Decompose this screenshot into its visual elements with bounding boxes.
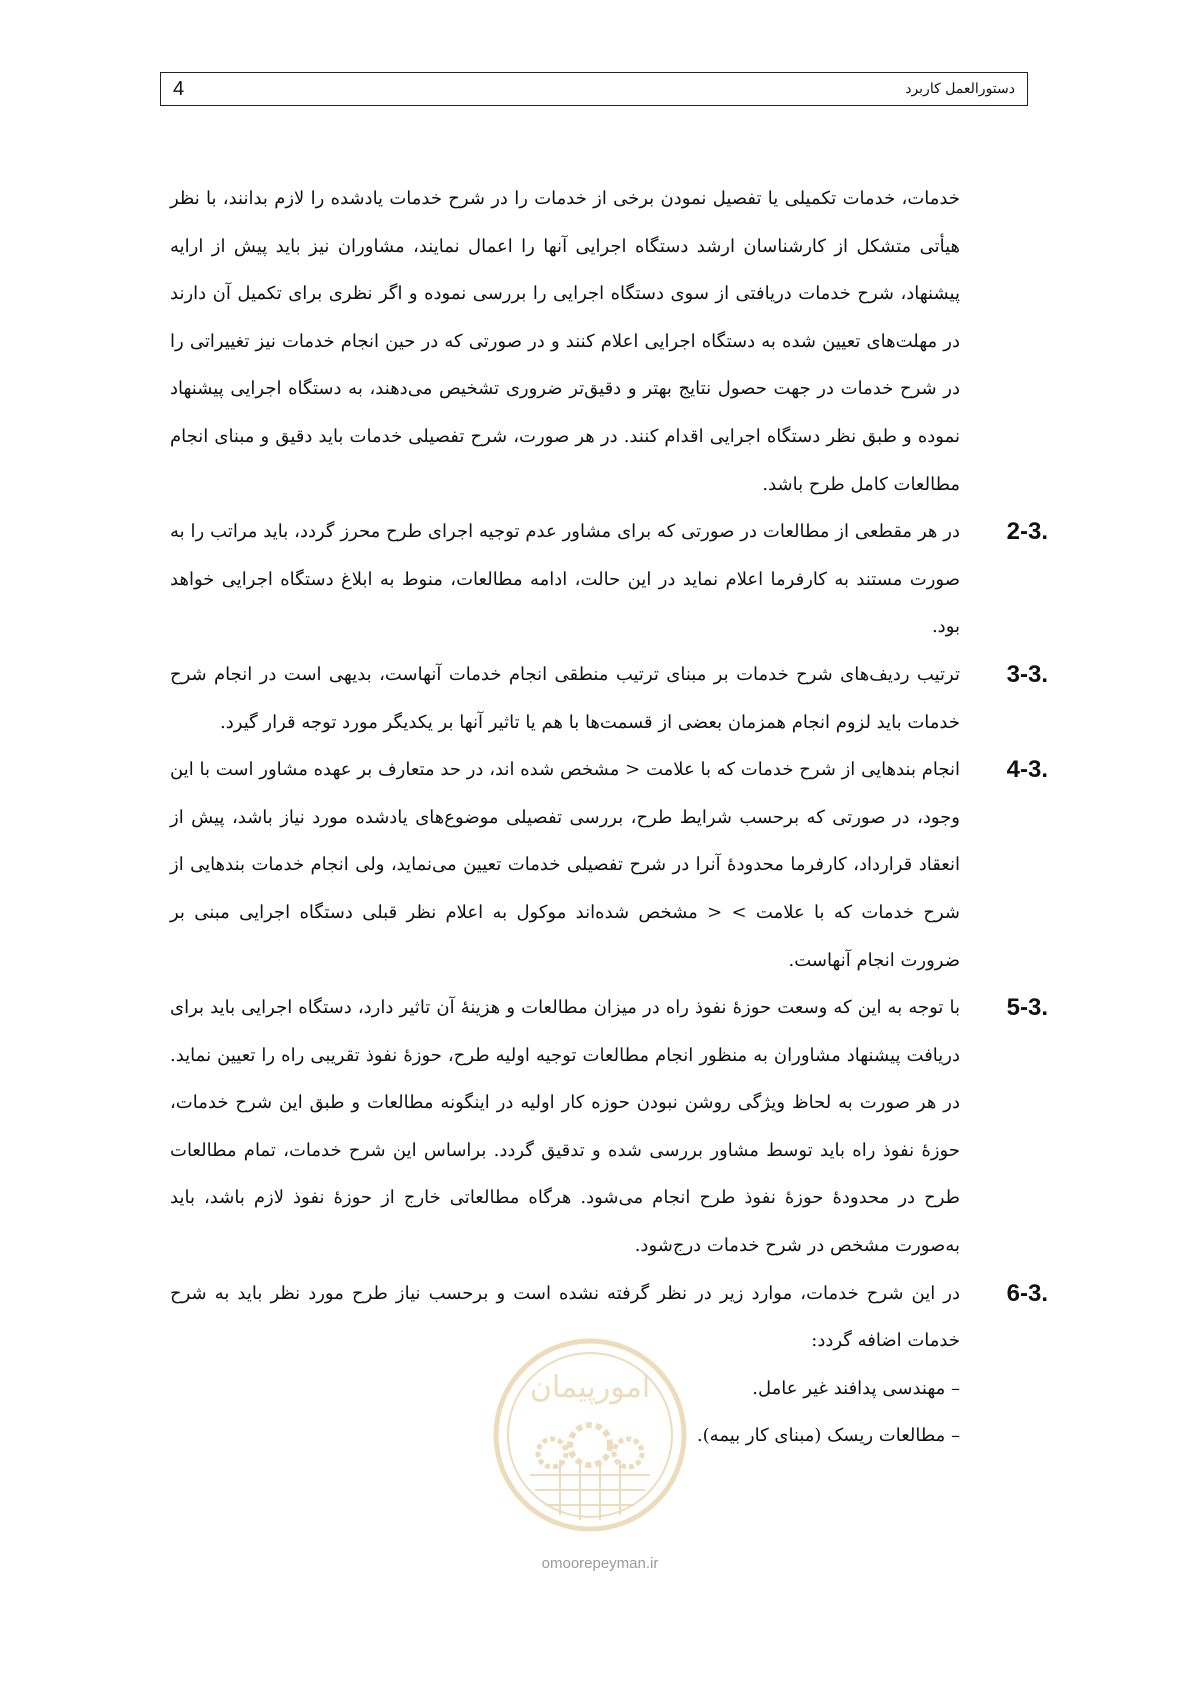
page-header: [160, 72, 1028, 106]
clause-number: 3-3.: [1006, 660, 1048, 688]
header-title: دستورالعمل کاربرد: [905, 81, 1015, 97]
clause-5-3: [170, 984, 1048, 1270]
clause-4-3: [170, 746, 1048, 984]
intro-paragraph: خدمات، خدمات تکمیلی یا تفصیل نمودن برخی از خدمات را در شرح خدمات یادشده را لازم بدانند، با نظر هیأتی متشکل از کارشناسان ارشد دستگاه اجرایی آنها را اعمال نمایند، مشاوران نیز باید پیش از ارایه پیشنهاد، شرح خدمات دریافتی از سوی دستگاه اجرایی را بررسی نموده و اگر نظری برای تکمیل آن دارند در مهلت‌های تعیین شده به دستگاه اجرایی اعلام کنند و در صورتی که در حین انجام خدمات نیز تغییراتی را در شرح خدمات در جهت حصول نتایج بهتر و دقیق‌تر ضروری تشخیص می‌دهند، به دستگاه اجرایی پیشنهاد نموده و طبق نظر دستگاه اجرایی اقدام کنند. در هر صورت، شرح تفصیلی خدمات باید دقیق و مبنای انجام مطالعات کامل طرح باشد.: [170, 188, 960, 495]
clause-number: 4-3.: [1006, 756, 1048, 784]
watermark-logo-text: امورپیمان: [529, 1370, 651, 1405]
clause-text: در هر مقطعی از مطالعات در صورتی که برای مشاور عدم توجیه اجرای طرح محرز گردد، باید مراتب را به صورت مستند به کارفرما اعلام نماید در این حالت، ادامه مطالعات، منوط به ابلاغ دستگاه اجرایی خواهد بود.: [170, 521, 960, 638]
document-body: [170, 175, 1048, 1460]
watermark-url: omoorepeyman.ir: [541, 1555, 659, 1572]
watermark-logo-icon: [490, 1335, 690, 1535]
page-number: 4: [173, 77, 185, 100]
clause-number: 6-3.: [1006, 1279, 1048, 1307]
clause-number: 5-3.: [1006, 994, 1048, 1022]
clause-text: با توجه به این که وسعت حوزهٔ نفوذ راه در میزان مطالعات و هزینهٔ آن تاثیر دارد، دستگاه اجرایی باید برای دریافت پیشنهاد مشاوران به منظور انجام مطالعات توجیه اولیه طرح، حوزهٔ نفوذ تقریبی راه را تعیین نماید. در هر صورت به لحاظ ویژگی روشن نبودن حوزه کار اولیه در اینگونه مطالعات و طبق این شرح خدمات، حوزهٔ نفوذ راه باید توسط مشاور بررسی شده و تدقیق گردد. براساس این شرح خدمات، تمام مطالعات طرح در محدودهٔ حوزهٔ نفوذ طرح انجام می‌شود. هرگاه مطالعاتی خارج از حوزهٔ نفوذ لازم باشد، باید به‌صورت مشخص در شرح خدمات درج‌شود.: [170, 997, 960, 1257]
list-item: – مطالعات ریسک (مبنای کار بیمه).: [170, 1412, 960, 1460]
clause-number: 2-3.: [1006, 518, 1048, 546]
list-item: – مهندسی پدافند غیر عامل.: [170, 1365, 960, 1413]
clause-text: ترتیب ردیف‌های شرح خدمات بر مبنای ترتیب منطقی انجام خدمات آنهاست، بدیهی است در انجام شرح خدمات باید لزوم انجام همزمان بعضی از قسمت‌ها با هم یا تاثیر آنها بر یکدیگر مورد توجه قرار گیرد.: [170, 663, 960, 733]
clause-text: در این شرح خدمات، موارد زیر در نظر گرفته نشده است و برحسب نیاز طرح مورد نظر باید به شرح خدمات اضافه گردد:: [170, 1282, 960, 1352]
clause-2-3: [170, 508, 1048, 651]
clause-text: انجام بندهایی از شرح خدمات که با علامت < مشخص شده اند، در حد متعارف بر عهده مشاور است با این وجود، در صورتی که برحسب شرایط طرح، بررسی تفصیلی موضوع‌های یادشده مورد نیاز باشد، پیش از انعقاد قرارداد، کارفرما محدودهٔ آنرا در شرح تفصیلی خدمات تعیین می‌نماید، ولی انجام خدمات بندهایی از شرح خدمات که با علامت > < مشخص شده‌اند موکول به اعلام نظر قبلی دستگاه اجرایی مبنی بر ضرورت انجام آنهاست.: [170, 759, 960, 971]
clause-3-3: [170, 651, 1048, 746]
